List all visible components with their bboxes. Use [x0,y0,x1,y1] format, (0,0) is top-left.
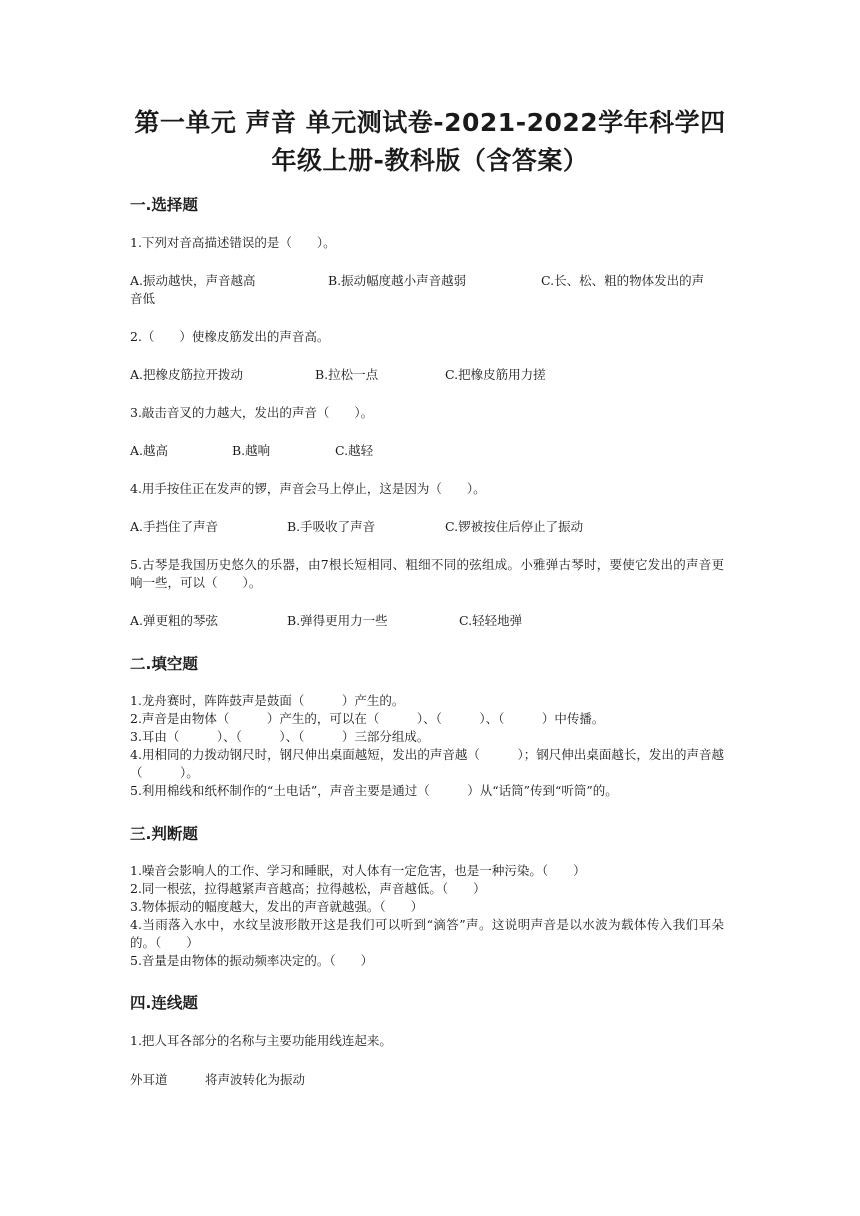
judge-item-2: 2.同一根弦，拉得越紧声音越高；拉得越松，声音越低。（ ） [130,881,486,896]
match-left-item: 外耳道 [130,1072,168,1087]
question-2: 2.（ ）使橡皮筋发出的声音高。 [130,329,330,344]
document-title [100,104,760,180]
q1-option-c: C.长、松、粗的物体发出的声 [541,273,705,288]
q1-option-a: A.振动越快，声音越高 [130,273,256,288]
q2-option-b: B.拉松一点 [315,367,379,382]
q5-option-a: A.弹更粗的琴弦 [130,613,219,628]
question-5: 5.古琴是我国历史悠久的乐器，由7根长短相同、粗细不同的弦组成。小雅弹古琴时，要使它发出的声音更响一些，可以（ ）。 [130,557,724,590]
fill-item-3: 3.耳由（ ）、（ ）、（ ）三部分组成。 [130,729,430,744]
q3-option-b: B.越响 [232,443,271,458]
judge-item-3: 3.物体振动的幅度越大，发出的声音就越强。（ ） [130,899,424,914]
judge-item-1: 1.噪音会影响人的工作、学习和睡眠，对人体有一定危害，也是一种污染。（ ） [130,863,586,878]
fill-item-5: 5.利用棉线和纸杯制作的“土电话”，声音主要是通过（ ）从“话筒”传到“听筒”的。 [130,783,618,798]
q3-option-c: C.越轻 [335,443,374,458]
q5-option-c: C.轻轻地弹 [459,613,523,628]
q5-option-b: B.弹得更用力一些 [287,613,388,628]
section-heading-judge: 三.判断题 [130,825,198,843]
section-heading-fill: 二.填空题 [130,655,198,673]
q2-option-c: C.把橡皮筋用力搓 [445,367,546,382]
section-heading-choice: 一.选择题 [130,196,198,214]
match-question-1: 1.把人耳各部分的名称与主要功能用线连起来。 [130,1033,392,1048]
title-line-1: 第一单元 声音 单元测试卷-2021-2022学年科学四 [134,108,726,137]
question-4: 4.用手按住正在发声的锣，声音会马上停止，这是因为（ ）。 [130,481,486,496]
q2-option-a: A.把橡皮筋拉开拨动 [130,367,244,382]
q3-option-a: A.越高 [130,443,169,458]
section-heading-match: 四.连线题 [130,994,198,1012]
fill-item-2: 2.声音是由物体（ ）产生的，可以在（ ）、（ ）、（ ）中传播。 [130,711,605,726]
q4-option-b: B.手吸收了声音 [287,519,376,534]
q1-option-c-cont: 音低 [130,291,156,306]
q4-option-c: C.锣被按住后停止了振动 [445,519,584,534]
question-3: 3.敲击音叉的力越大，发出的声音（ ）。 [130,405,374,420]
judge-item-5: 5.音量是由物体的振动频率决定的。（ ） [130,953,374,968]
fill-item-4: 4.用相同的力拨动钢尺时，钢尺伸出桌面越短，发出的声音越（ ）；钢尺伸出桌面越长，发出的声音越（ ）。 [130,747,724,780]
q4-option-a: A.手挡住了声音 [130,519,219,534]
q1-option-b: B.振动幅度越小声音越弱 [328,273,467,288]
judge-item-4: 4.当雨落入水中，水纹呈波形散开这是我们可以听到“滴答”声。这说明声音是以水波为载体传入我们耳朵的。（ ） [130,917,724,950]
question-1: 1.下列对音高描述错误的是（ ）。 [130,235,336,250]
match-right-item: 将声波转化为振动 [205,1072,306,1087]
fill-item-1: 1.龙舟赛时，阵阵鼓声是鼓面（ ）产生的。 [130,693,405,708]
title-line-2: 年级上册-教科版（含答案） [271,146,589,175]
